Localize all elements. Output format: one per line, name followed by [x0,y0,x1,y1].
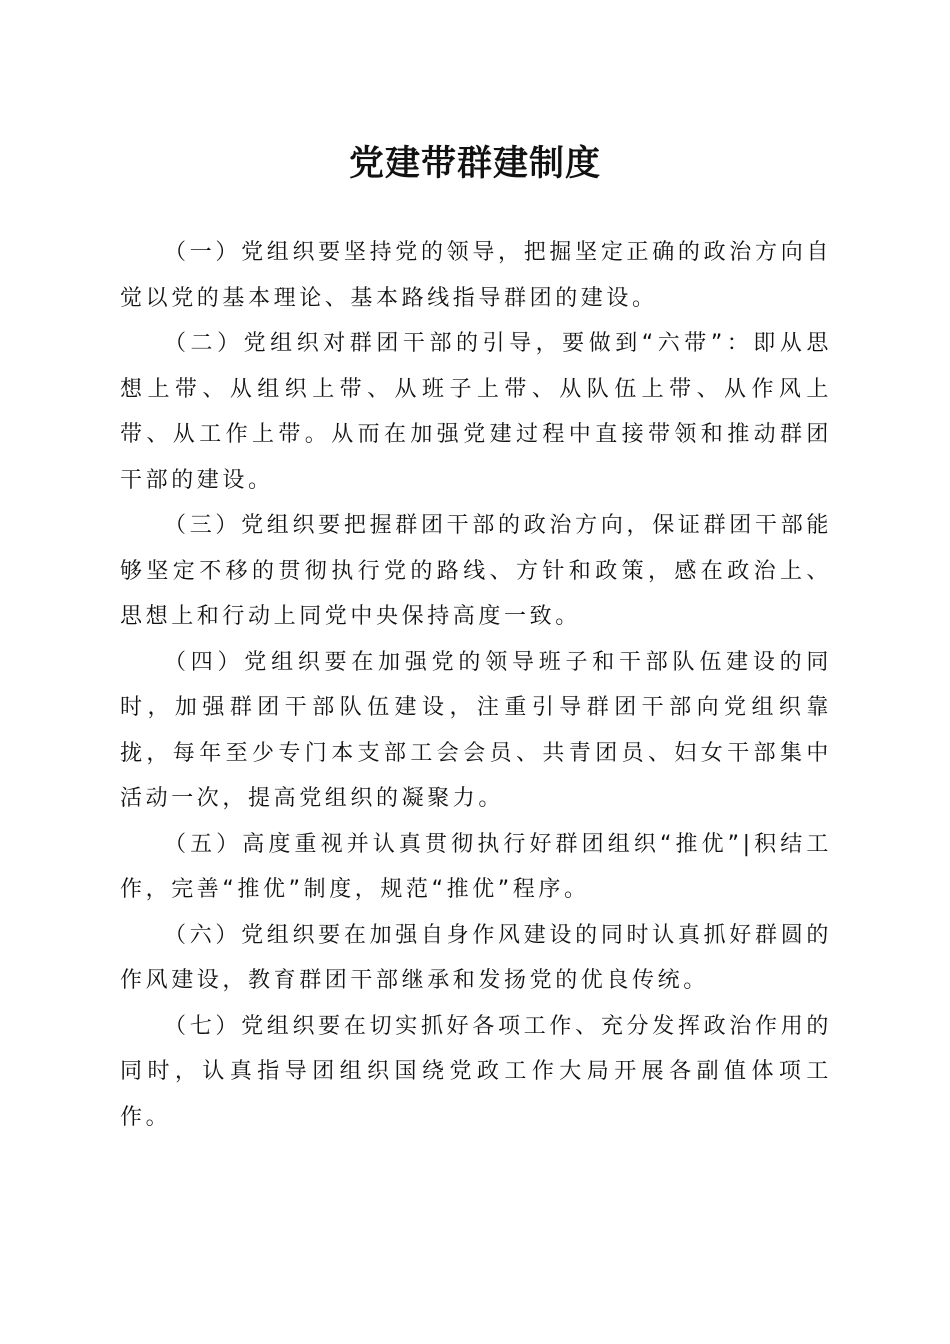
paragraph-1: （一）党组织要坚持党的领导，把掘坚定正确的政治方向自觉以党的基本理论、基本路线指导群团的建设。 [120,240,832,311]
paragraph-2: （二）党组织对群团干部的引导，要做到“六带”：即从思想上带、从组织上带、从班子上带、从队伍上带、从作风上带、从工作上带。从而在加强党建过程中直接带领和推动群团干部的建设。 [120,331,832,493]
document-body [120,230,832,1140]
paragraph-4: （四）党组织要在加强党的领导班子和干部队伍建设的同时，加强群团干部队伍建设，注重引导群团干部向党组织靠拢，每年至少专门本支部工会会员、共青团员、妇女干部集中活动一次，提高党组织的凝聚力。 [120,649,832,811]
paragraph-6: （六）党组织要在加强自身作风建设的同时认真抓好群圆的作风建设，教育群团干部继承和发扬党的优良传统。 [120,922,832,993]
paragraph-3: （三）党组织要把握群团干部的政治方向，保证群团干部能够坚定不移的贯彻执行党的路线、方针和政策，感在政治上、思想上和行动上同党中央保持高度一致。 [120,513,832,629]
paragraph-5: （五）高度重视并认真贯彻执行好群团组织“推优”|积结工作，完善“推优”制度，规范“推优”程序。 [120,831,832,902]
document-title: 党建带群建制度 [348,143,601,184]
paragraph-7: （七）党组织要在切实抓好各项工作、充分发挥政治作用的同时，认真指导团组织国绕党政工作大局开展各副值体项工作。 [120,1013,832,1130]
